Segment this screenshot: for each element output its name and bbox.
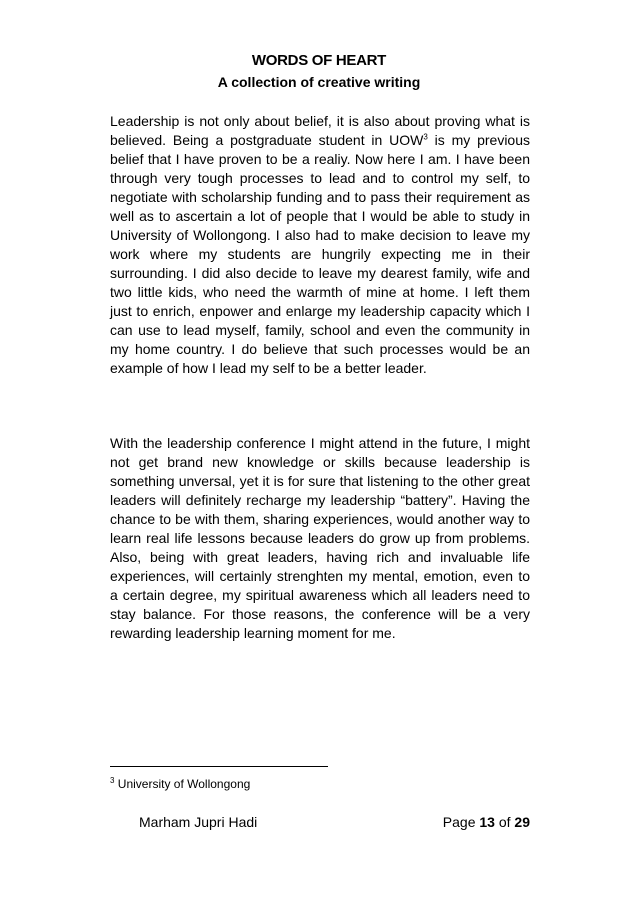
of-label: of <box>494 814 515 830</box>
footnote-number: 3 <box>110 776 115 785</box>
footnote-text: University of Wollongong <box>114 777 251 791</box>
footer-author: Marham Jupri Hadi <box>139 814 258 830</box>
current-page: 13 <box>479 814 495 830</box>
total-pages: 29 <box>514 814 530 830</box>
paragraph-1-text-start: Leadership is not only about belief, it is also about proving what is believed. Being a postgraduate student in UOW <box>110 113 530 148</box>
footer-page-number <box>443 812 530 832</box>
footnote-reference: 3 <box>423 132 428 142</box>
paragraph-1-text-end: is my previous belief that I have proven to be a realiy. Now here I am. I have been through very tough processes to lead and to control my self, to negotiate with scholarship funding and to pass their requirement as well as to ascertain a lot of people that I would be able to study in University of Wollongong. I also had to make decision to leave my work where my students are hungrily expecting me in their surrounding. I did also decide to leave my dearest family, wife and two little kids, who need the warmth of mine at home. I left them just to enrich, enpower and enlarge my leadership capacity which I can use to lead myself, family, school and even the community in my home country. I do believe that such processes would be an example of how I lead my self to be a better leader. <box>110 132 530 376</box>
footnote <box>110 776 250 792</box>
page-label: Page <box>442 814 480 830</box>
footnote-divider <box>110 766 328 767</box>
body-paragraph-1 <box>110 112 530 378</box>
document-title: WORDS OF HEART <box>251 52 387 69</box>
document-subtitle: A collection of creative writing <box>217 74 421 90</box>
body-paragraph-2: With the leadership conference I might attend in the future, I might not get brand new knowledge or skills because leadership is something unversal, yet it is for sure that listening to the other great leaders will definitely recharge my leadership “battery”. Having the chance to be with them, sharing experiences, would another way to learn real life lessons because leaders do grow up from problems. Also, being with great leaders, having rich and invaluable life experiences, will certainly strenghten my mental, emotion, even to a certain degree, my spiritual awareness which all leaders need to stay balance. For those reasons, the conference will be a very rewarding leadership learning moment for me. <box>110 435 530 641</box>
